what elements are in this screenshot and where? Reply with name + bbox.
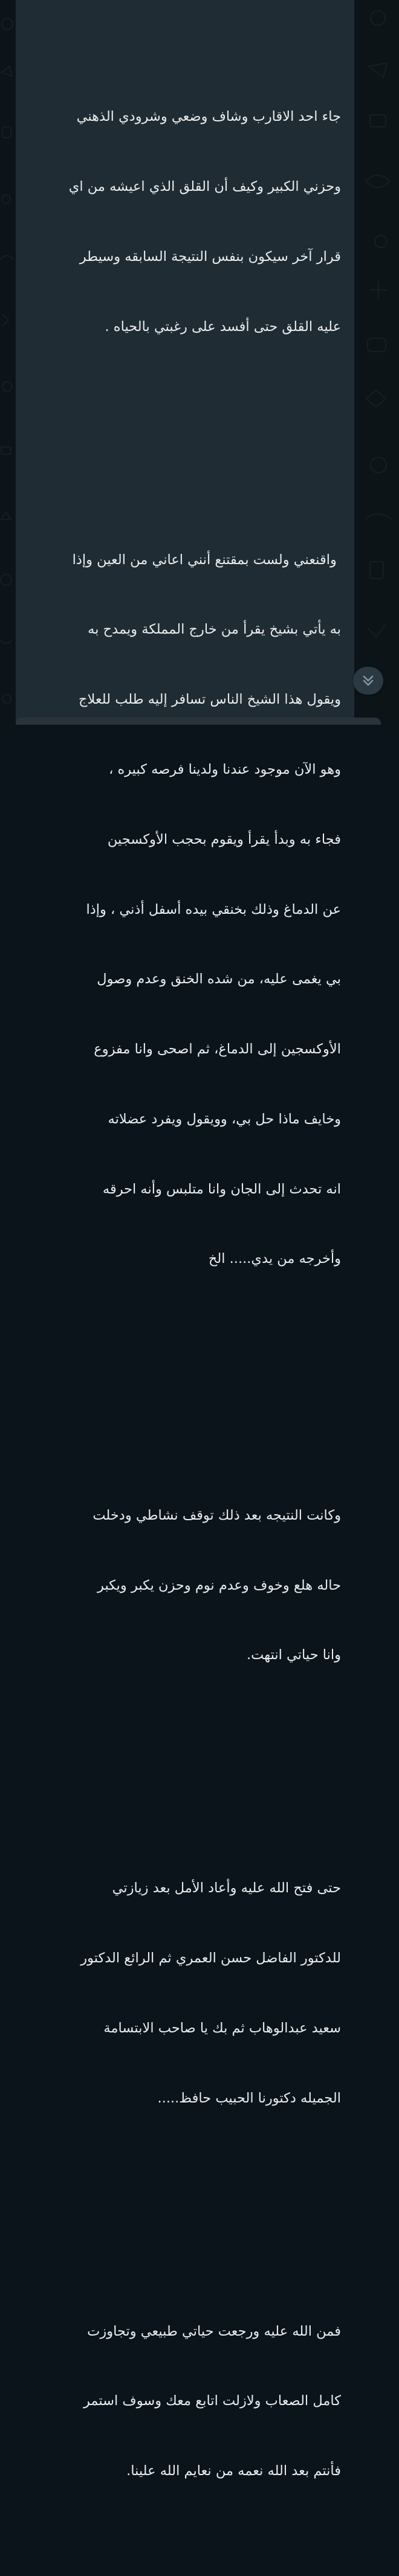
message-line: ويقول هذا الشيخ الناس تسافر إليه طلب للعلاج bbox=[78, 692, 341, 708]
message-line: وحزني الكبير وكيف أن القلق الذي اعيشه من اي bbox=[68, 179, 341, 195]
message-line: وانا حياتي انتهت. bbox=[246, 1647, 341, 1663]
message-line: عليه القلق حتى أفسد على رغبتي بالحياه . bbox=[105, 318, 341, 335]
message-text[interactable] bbox=[29, 12, 341, 2576]
message-line: سعيد عبدالوهاب ثم بك يا صاحب الابتسامة bbox=[103, 2020, 341, 2036]
double-chevron-down-icon bbox=[360, 673, 376, 689]
message-bubble bbox=[16, 0, 354, 2479]
message-line: عن الدماغ وذلك بخنقي بيده أسفل أذني ، وإذا bbox=[86, 901, 341, 917]
message-paragraph-1 bbox=[29, 59, 341, 385]
message-line: حتى فتح الله عليه وأعاد الأمل بعد زيازتي bbox=[112, 1880, 341, 1897]
message-line: به يأتي بشيخ يقرأ من خارج المملكة ويمدح به bbox=[88, 622, 341, 638]
message-paragraph-2 bbox=[29, 501, 341, 1317]
message-line: وخايف ماذا حل بي، وويقول ويفرد عضلاته bbox=[108, 1111, 341, 1127]
message-line: كامل الصعاب ولازلت اتابع معك وسوف استمر bbox=[83, 2393, 341, 2409]
message-line: وأخرجه من يدي..... الخ bbox=[208, 1251, 341, 1267]
message-line: حاله هلع وخوف وعدم نوم وحزن يكبر ويكبر bbox=[97, 1577, 341, 1593]
message-line: بي يغمى عليه، من شده الخنق وعدم وصول bbox=[97, 971, 341, 988]
message-line: جاء احد الاقارب وشاف وضعي وشرودي الذهني bbox=[76, 109, 341, 125]
message-line: الأوكسجين إلى الدماغ، ثم اصحى وانا مفزوع bbox=[94, 1041, 341, 1058]
message-line: وكانت النتيجه بعد ذلك توقف نشاطي ودخلت bbox=[92, 1507, 341, 1523]
message-line: فمن الله عليه ورجعت حياتي طبيعي وتجاوزت bbox=[87, 2323, 341, 2339]
message-line: للدكتور الفاضل حسن العمري ثم الرائع الدكتور bbox=[80, 1950, 341, 1967]
message-line: فجاء به وبدأ يقرأ ويقوم بحجب الأوكسجين bbox=[107, 831, 341, 847]
scroll-to-bottom-button[interactable] bbox=[353, 667, 383, 695]
paragraph-spacer bbox=[29, 432, 341, 455]
message-line: انه تحدث إلى الجان وانا متلبس وأنه احرقه bbox=[102, 1181, 341, 1197]
message-line: فأنتم بعد الله نعمه من نعايم الله علينا. bbox=[126, 2463, 341, 2479]
paragraph-spacer bbox=[29, 1364, 341, 1410]
paragraph-spacer bbox=[29, 1760, 341, 1784]
paragraph-spacer bbox=[29, 2203, 341, 2227]
next-message-edge bbox=[16, 718, 381, 725]
message-line: واقنعني ولست بمقتنع أنني اعاني من العين وإذا bbox=[72, 551, 341, 568]
message-line: الجميله دكتورنا الحبيب حافظ..... bbox=[157, 2090, 341, 2106]
message-paragraph-3 bbox=[29, 1457, 341, 1714]
message-line: قرار آخر سيكون بنفس النتيجة السابقه وسيطر bbox=[79, 248, 341, 265]
message-paragraph-5 bbox=[29, 2273, 341, 2529]
message-line: وهو الآن موجود عندنا ولدينا فرصه كبيره ، bbox=[109, 762, 341, 777]
message-paragraph-4 bbox=[29, 1830, 341, 2156]
